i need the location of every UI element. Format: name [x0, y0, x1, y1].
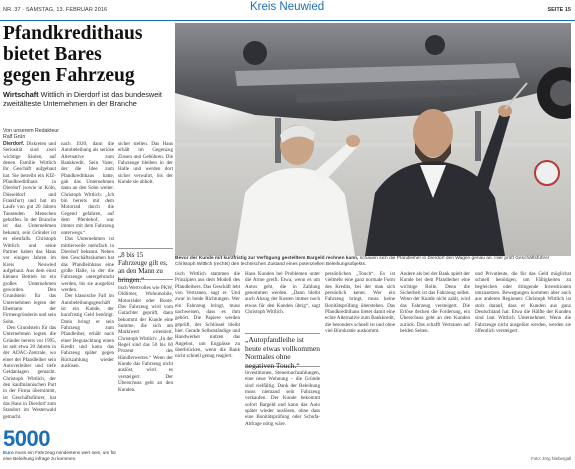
- column-5-text: Haus Kunden bei Problemen unter die Arme greift. Etwa, wenn es um Autos geht, die in Zahlung genommen werden. „Dann bleibt auch Abzug der Kosten immer noch etwas für den Kunden übrig“, sagt Christoph Wittlich.: [245, 271, 320, 316]
- article-photo: [175, 23, 571, 256]
- column-5b-text: Investitionen, Steuernachzahlungen, eine neue Wohnung – die Gründe sind vielfältig. Dank der Beleihung muss niemand sein Fahrzeug verkaufen. Der Kunde bekommt sofort Bargeld und kann das Auto später wieder auslösen, ohne dass eine Bonitätsprüfung oder Schufa-Abfrage nötig wäre.: [245, 370, 320, 427]
- lead-paragraph: [3, 141, 56, 325]
- section-title: Kreis Neuwied: [250, 1, 325, 13]
- column-3-text: sicher stellen. Das Haus erhält im Gegenzug Zinsen und Gebühren. Die Fahrzeuge bleiben in der Halle und werden dort sicher verwahrt, bis der Kunde sie abholt.: [118, 141, 173, 186]
- article-column-6: [325, 271, 395, 465]
- issue-date: NR. 37 · SAMSTAG, 13. FEBRUAR 2016: [3, 7, 108, 13]
- column-6-text: persönlichen „Touch“. Es ist vielmehr eine ganz normale Form des Kredits, bei der man sich persönlich kennt. Wer ein Fahrzeug bringt, muss keine Bonitätsprüfung überstehen. Das Pfandkreditihaus bietet damit eine echte Alternative zum Bankkredit, die besonders schnell ist und ohne viel Bürokratie auskommt.: [325, 271, 395, 335]
- column-3b-text: tisch Wertvolles wie PKW, Oldtimer, Wohnmobile, Motorräder oder Boote. Das Fahrzeug wird vom Gutachter geprüft, dann bekommt der Kunde eine Summe, die sich am Marktwert orientiert. Christoph Wittlich: „In der Regel sind das 50 bis 60 Prozent des Händlerwertes.“ Wenn der Kunde das Fahrzeug nicht auslöst, wird es versteigert. Der Überschuss geht an den Kunden.: [118, 285, 173, 393]
- lead-place: Dierdorf.: [3, 141, 25, 147]
- header-rule: [0, 20, 575, 21]
- article-column-2: [61, 141, 114, 461]
- workshop-photo-illustration: [175, 23, 571, 256]
- column-1-text: Diskreten und Seriosität sind zwei wichtige Säulen, auf denen Familie Wittlich ihr Geschäft aufgebaut hat. Sie betreibt ein KfZ-Pfandkreditihaus in Dierdorf (sowie in Köln, Düsseldorf und Frankfurt) und hat im Laufe von gut 20 Jahren Tausenden Menschen geholfen. In der Branche ist das Unternehmen bekannt, sein Gründer ist es ebenfalls. Christoph Wittlich und seine Partner haben das Haus vor einigen Jahren im Kreis Neuwied aufgebaut. Aus dem einst kleinen Betrieb ist ein großes Unternehmen geworden. Den Grundstein für das Unternehmen legten der Ehemann der Firmengründerin und sein Sohn.: [3, 141, 56, 325]
- article-headline: [3, 23, 173, 86]
- column-2-paragraph-2: Das Unternehmen ist mittlerweile mehrfach in Dierdorf bekannt. Neben den Geschäftsräumen hat das Pfandleihhaus eine große Halle, in der die Fahrzeuge untergebracht werden, bis sie ausgelöst werden.: [61, 236, 114, 293]
- article-column-8: [475, 271, 571, 465]
- pull-quote-2-text: „Autopfandleihe ist heute etwas vollkommen Normales ohne negativen Touch.“: [245, 335, 320, 370]
- article-column-3-continued: [118, 285, 173, 465]
- article-column-5: [245, 271, 320, 329]
- article-column-4: [175, 271, 240, 465]
- fact-unit: Euro: [3, 450, 14, 455]
- byline-line-1: Von unserem Redakteur: [3, 128, 59, 134]
- pull-quote-2: [245, 333, 320, 370]
- article-column-5-continued: [245, 370, 320, 465]
- column-4-text: tisch Wittlich stammen die Prinzipien aus dem Modell des Pfandleihers. Das Geschäft lebt von Vertrauen, sagt er. Und zwar in beide Richtungen. Wer ein Fahrzeug bringt, muss nachweisen, dass es ihm gehört. Die Papiere werden geprüft, der Schlüssel bleibt hier. Gerade Selbstständige und Handwerker nutzen das Angebot, um Engpässe zu überbrücken, wenn die Bank nicht schnell genug reagiert.: [175, 271, 240, 360]
- article-column-1: [3, 141, 56, 426]
- pull-quote-1: [118, 248, 173, 284]
- headline-line-1: Pfandkredithaus: [3, 23, 143, 44]
- fact-box: [3, 426, 117, 466]
- fact-number: 5000: [3, 426, 50, 451]
- subhead-kicker: Wirtschaft: [3, 90, 39, 99]
- caption-text: schauen sich die Pfandleiher in Dierdorf den Wagen genau an. Hier prüft Geschäftsführer Christoph Wittlich (rechts) den technischen Zustand eines potenziellen Beleihungsobjekts.: [175, 256, 550, 267]
- headline-line-2: bietet Bares: [3, 44, 102, 65]
- column-7-text: Andere als bei der Bank spielt der Kunde bei dem Pfandleiher eine wichtige Rolle. Denn die Sicherheit ist das Fahrzeug selbst. Wenn der Kunde nicht zahlt, wird das Fahrzeug versteigert. Die Erlöse decken die Forderung, ein Überschuss geht an den Kunden zurück. Das schafft Vertrauen auf beiden Seiten.: [400, 271, 470, 335]
- article-byline: [3, 128, 59, 140]
- caption-bold: Bevor der Kunde mit kurzfristig zur Verfügung gestelltem Bargeld rechnen kann,: [175, 256, 359, 261]
- fact-description: [3, 450, 117, 461]
- article-subhead: [3, 91, 173, 108]
- column-1-paragraph-2: Den Grundstein für das Unternehmen legten die Gründer bereits vor 1995, ist seit etwa 20 Jahren in der ADAC-Zentrale, wo einer der Pfandleiher sein Autoverleiher und tiefe Geldanlagen gemacht. Christoph Wittlich, der den kaufmännischen Part in der Firma übernimmt, ist Geschäftsführer, hat das Haus in Dierdorf zum Standort im Westerwald gemacht.: [3, 324, 56, 420]
- column-2-paragraph-1: nach 1920, dann die Autobeleihung als seriöse Alternative zum Bankkredit. Sein Vater, der die Idee zum Pfandkredithaus hatte, gab das Unternehmen dann an den Sohn weiter. Christoph Wittlich: „Ich bin bereits mit dem Motorrad durch die Gegend gefahren, auf dem Pferdehof, war immer mit dem Fahrzeug unterwegs.“: [61, 141, 114, 236]
- page-number: SEITE 15: [547, 7, 571, 13]
- headline-line-3: gegen Fahrzeug: [3, 65, 135, 86]
- fact-text: muss ein Fahrzeug mindestens wert sein, um für eine Beleihung infrage zu kommen.: [3, 450, 117, 461]
- column-8-text: und Privatleute, die für das Geld möglichst schnell benötigen, um Fälligkeiten zu begleichen oder dringende Investitionen umzusetzen. Bewegungen kommen aber auch aus anderen Regionen: Christoph Wittlich ist stolz darauf, dass er Kunden aus ganz Deutschland hat. Etwa die Hälfte der Kunden sind laut Wittlich Unternehmer. Wenn die Fahrzeuge nicht ausgelöst werden, werden sie öffentlich versteigert.: [475, 271, 571, 335]
- article-column-7: [400, 271, 470, 465]
- subhead-text: Wittlich in Dierdorf ist das bundesweit zweitälteste Unternehmen in der Branche: [3, 90, 162, 108]
- photo-caption: [175, 256, 571, 267]
- byline-line-2: Ralf Grün: [3, 134, 26, 141]
- article-column-3: [118, 141, 173, 245]
- column-2-paragraph-3: Der klassische Fall im Autobeleihungsgeschäft ist ein Kunde, der kurzfristig Geld benötigt. Dann bringt er sein Fahrzeug zum Pfandleiher, erhält nach einer Begutachtung einen Kredit und kann das Fahrzeug später gegen Rückzahlung wieder auslösen.: [61, 293, 114, 370]
- pull-quote-1-text: „8 bis 15 Fahrzeuge gilt es, an den Mann zu bringen.“: [118, 251, 168, 284]
- photo-credit: Foto: Jörg Niebergall: [531, 456, 571, 461]
- page-header: [0, 0, 575, 22]
